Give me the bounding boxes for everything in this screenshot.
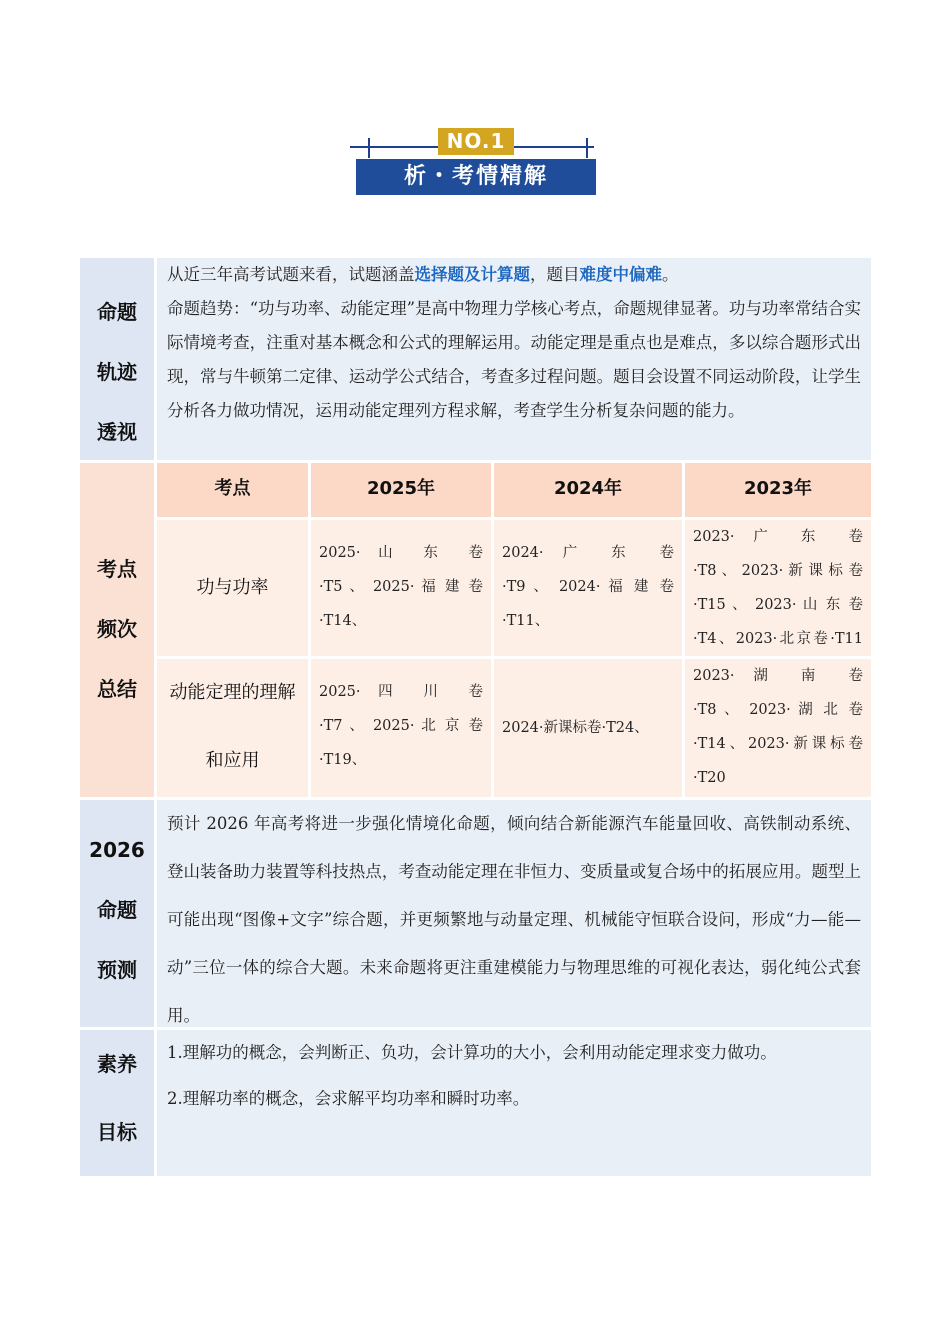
forecast-label: 2026 命题 预测 [80,800,154,1027]
topic-cell: 动能定理的理解 和应用 [157,659,308,797]
goal-item: 1.理解功的概念，会判断正、负功，会计算功的大小，会利用动能定理求变力做功。 [167,1043,777,1062]
ref-cell-2023: 2023· 湖 南 卷 ·T8 、 2023· 湖 北 卷 ·T14、2023·新课标卷 ·T20 [685,659,871,797]
topic-cell: 功与功率 [157,520,308,656]
section-title: 析・考情精解 [356,159,596,195]
trend-body: 命题趋势：“功与功率、动能定理”是高中物理力学核心考点，命题规律显著。功与功率常结合实际情境考查，注重对基本概念和公式的理解运用。动能定理是重点也是难点，多以综合题形式出现，常与牛顿第二定律、运动学公式结合，考查多过程问题。题目会设置不同运动阶段，让学生分析各力做功情况，运用动能定理列方程求解，考查学生分析复杂问题的能力。 [167,299,861,420]
badge-left-tick [368,138,370,158]
column-header-2025: 2025年 [311,463,491,517]
column-header-2024: 2024年 [494,463,682,517]
ref-cell-2023: 2023· 广 东 卷 ·T8 、 2023· 新 课 标 卷 ·T15 、 2023· 山 东 卷 ·T4、2023·北京卷·T11 [685,520,871,656]
trend-content [157,258,871,460]
ref-cell-2024: 2024· 广 东 卷 ·T9 、 2024· 福 建 卷 ·T11、 [494,520,682,656]
forecast-content: 预计 2026 年高考将进一步强化情境化命题，倾向结合新能源汽车能量回收、高铁制动系统、登山装备助力装置等科技热点，考查动能定理在非恒力、变质量或复合场中的拓展应用。题型上可能出现“图像+文字”综合题，并更频繁地与动量定理、机械能守恒联合设问，形成“力—能—动”三位一体的综合大题。未来命题将更注重建模能力与物理思维的可视化表达，弱化纯公式套用。 [157,800,871,1027]
column-header-2023: 2023年 [685,463,871,517]
section-number: NO.1 [438,128,514,155]
trend-intro: 从近三年高考试题来看，试题涵盖选择题及计算题，题目难度中偏难。 [167,265,679,284]
section-badge [350,128,600,200]
ref-cell-2025: 2025· 四 川 卷 ·T7 、 2025· 北 京 卷 ·T19、 [311,659,491,797]
ref-cell-2024: 2024·新课标卷·T24、 [494,659,682,797]
goal-item: 2.理解功率的概念，会求解平均功率和瞬时功率。 [167,1089,530,1108]
column-header-topic: 考点 [157,463,308,517]
goals-label: 素养 目标 [80,1030,154,1176]
badge-right-line [514,146,594,148]
ref-cell-2025: 2025· 山 东 卷 ·T5 、 2025· 福 建 卷 ·T14、 [311,520,491,656]
badge-left-line [350,146,438,148]
goals-content [157,1030,871,1176]
frequency-label: 考点 频次 总结 [80,463,154,797]
trend-label: 命题 轨迹 透视 [80,258,154,460]
badge-right-tick [586,138,588,158]
